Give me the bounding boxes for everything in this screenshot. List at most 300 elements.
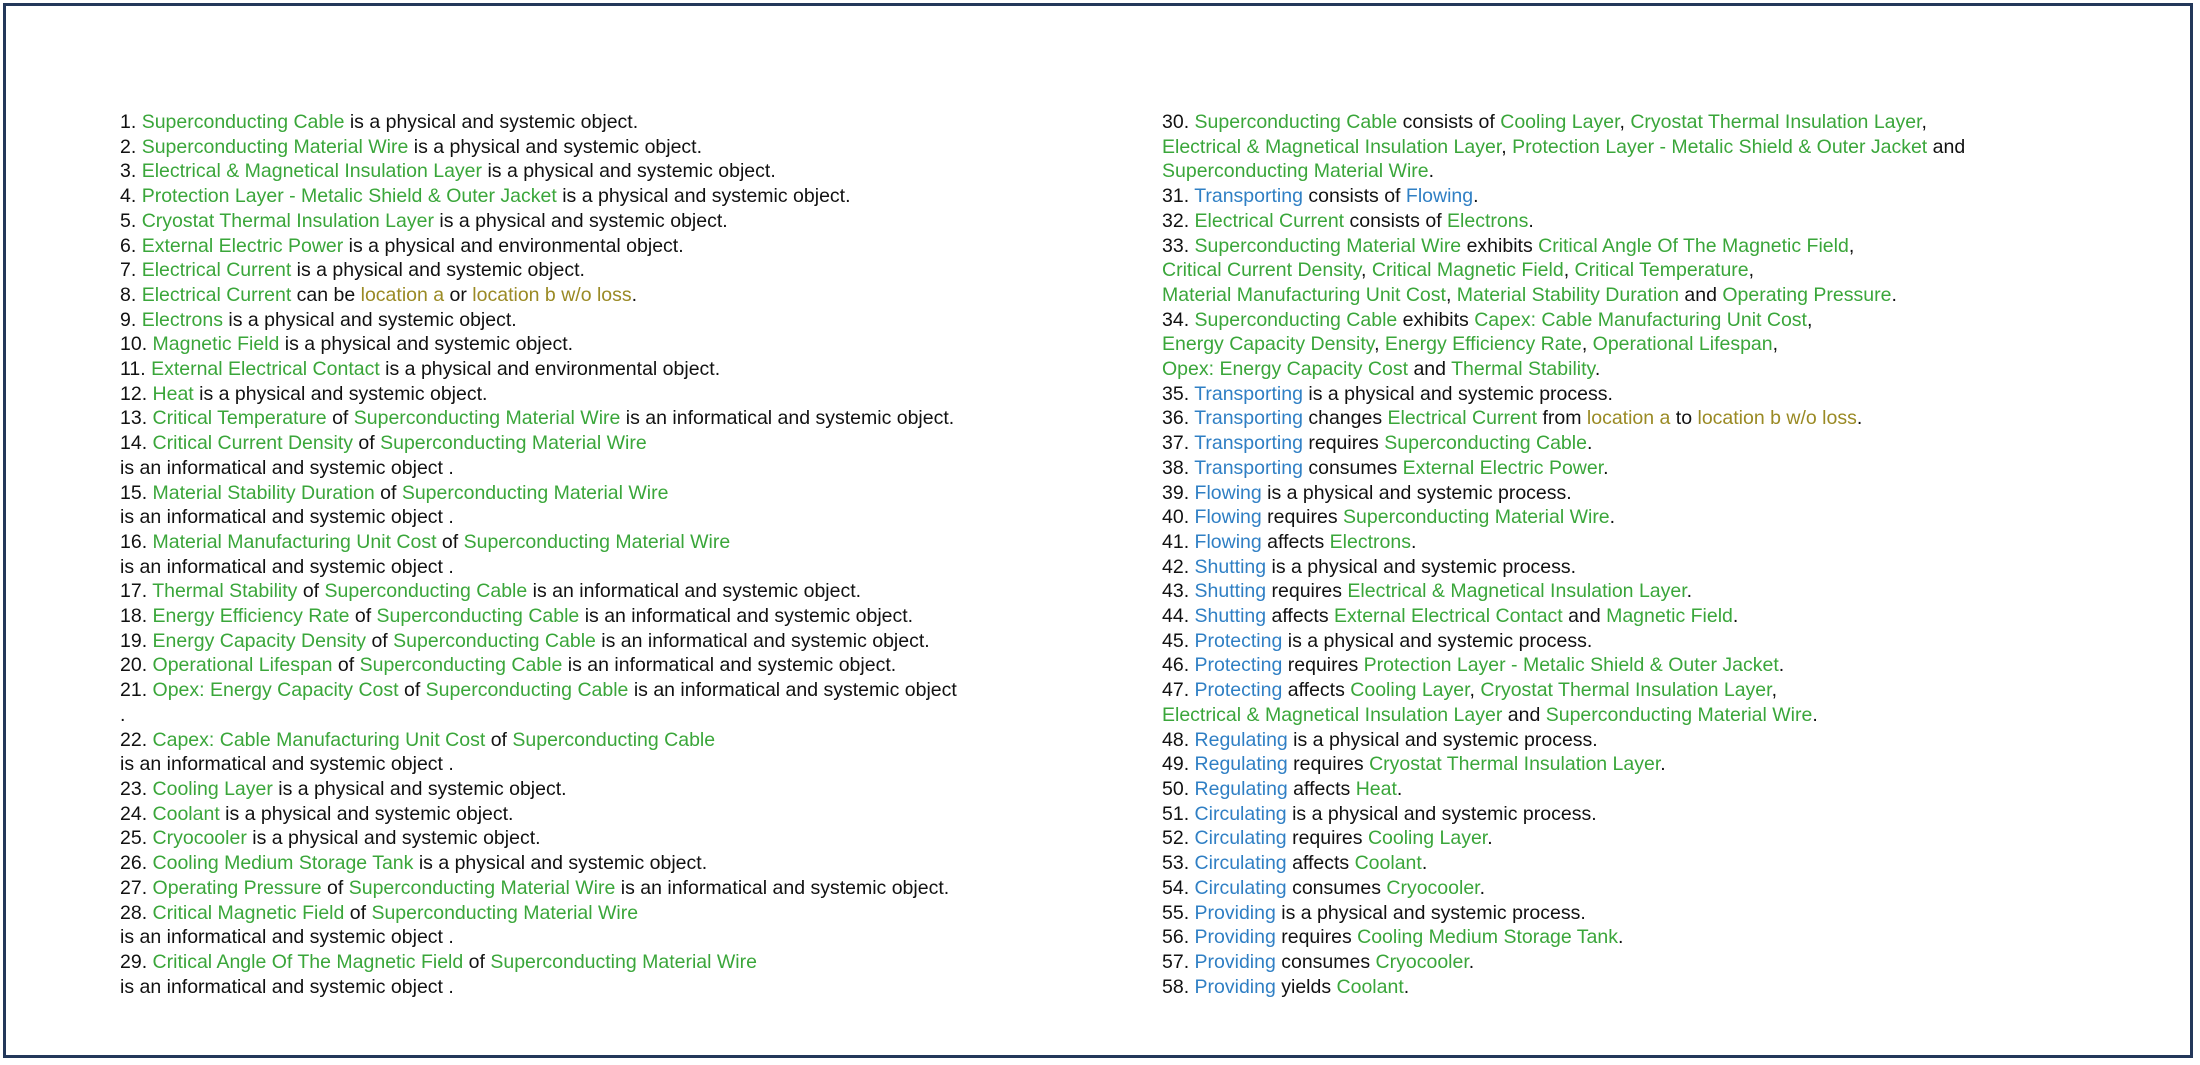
sentence-text: , [1445,283,1457,306]
sentence-text: . [1528,209,1534,232]
sentence-text: consumes [1275,950,1376,973]
sentence-text: requires [1266,580,1348,603]
object-term: Cryostat Thermal Insulation Layer [1369,753,1661,776]
sentence-text: is a physical and systemic process. [1275,901,1586,924]
sentence-text: , [1374,333,1385,356]
opl-sentence-line [1162,851,2152,876]
sentence-text: , [1748,259,1755,282]
sentence-text: , [1501,135,1513,158]
sentence-text: consumes [1302,456,1403,479]
opl-sentence-line [120,431,1070,456]
object-term: Superconducting Material Wire [348,876,616,899]
object-term: Energy Efficiency Rate [1384,333,1582,356]
sentence-text: . [120,703,126,726]
object-term: Superconducting Cable [324,580,528,603]
sentence-number: 44. [1162,605,1195,628]
object-term: Cryostat Thermal Insulation Layer [141,209,434,232]
process-term: Transporting [1194,382,1303,405]
sentence-text: to [1670,407,1698,430]
sentence-text: is an informatical and systemic object . [120,506,454,529]
sentence-number: 54. [1162,876,1195,899]
object-term: Superconducting Material Wire [1545,703,1813,726]
opl-sentence-line [120,406,1070,431]
process-term: Transporting [1194,456,1303,479]
object-term: Coolant [1354,852,1422,875]
sentence-text: , [1563,259,1575,282]
opl-sentence-line [1162,209,2152,234]
opl-sentence-line [1162,382,2152,407]
object-term: Material Stability Duration [152,481,375,504]
process-term: Regulating [1194,728,1288,751]
sentence-number: 6. [120,234,142,257]
object-term: External Electric Power [141,234,344,257]
object-term: Superconducting Cable [1384,432,1587,455]
sentence-number: 36. [1162,407,1195,430]
object-term: External Electrical Contact [1334,605,1563,628]
opl-sentence-line [1162,505,2152,530]
object-term: Superconducting Material Wire [490,950,757,973]
sentence-number: 17. [120,580,153,603]
opl-sentence-line [1162,629,2152,654]
opl-sentence-line [1162,777,2152,802]
sentence-number: 9. [120,308,142,331]
object-term: External Electrical Contact [151,358,380,381]
object-term: Material Manufacturing Unit Cost [1162,283,1446,306]
process-term: Shutting [1194,580,1267,603]
object-term: Critical Angle Of The Magnetic Field [152,950,464,973]
process-term: Flowing [1194,530,1262,553]
object-term: Superconducting Cable [1194,308,1398,331]
opl-sentence-line [120,382,1070,407]
object-term: Critical Magnetic Field [1371,259,1564,282]
object-term: Cooling Layer [1500,111,1620,133]
sentence-text: . [1778,654,1785,677]
opl-sentence-line [120,555,1070,580]
process-term: Protecting [1194,679,1283,702]
opl-sentence-line [1162,110,2152,135]
sentence-text: . [631,283,638,306]
sentence-text: . [1473,185,1479,208]
process-term: Transporting [1194,185,1303,208]
opl-sentence-line [120,505,1070,530]
document-frame [3,3,2193,1058]
object-term: Opex: Energy Capacity Cost [152,679,399,702]
opl-sentence-line [120,703,1070,728]
object-term: Superconducting Material Wire [401,481,669,504]
opl-sentence-line [120,283,1070,308]
opl-sentence-line [120,332,1070,357]
object-term: Protection Layer - Metalic Shield & Outer Jacket [1363,654,1779,677]
sentence-number: 18. [120,605,153,628]
sentence-text: is a physical and systemic object. [291,259,585,282]
sentence-number: 26. [120,852,153,875]
sentence-number: 32. [1162,209,1195,232]
object-term: Energy Efficiency Rate [152,605,350,628]
sentence-text: of [326,407,354,430]
sentence-text: , [1771,679,1777,702]
sentence-text: affects [1286,852,1355,875]
sentence-text: , [1921,111,1927,133]
process-term: Shutting [1194,605,1267,628]
sentence-text: . [1421,852,1428,875]
sentence-text: is a physical and systemic process. [1286,802,1597,825]
opl-sentence-line [1162,802,2152,827]
sentence-number: 8. [120,283,142,306]
sentence-text: . [1603,456,1609,479]
object-term: Electrical & Magnetical Insulation Layer [1162,135,1502,158]
sentence-text: . [1479,876,1486,899]
sentence-text: is an informatical and systemic object . [120,926,454,949]
sentence-text: is a physical and systemic object. [279,333,574,356]
sentence-text: of [436,530,464,553]
opl-sentence-line [120,357,1070,382]
object-term: Critical Angle Of The Magnetic Field [1538,234,1849,257]
opl-sentence-line [1162,283,2152,308]
object-term: Operating Pressure [152,876,322,899]
object-term: Critical Temperature [1574,259,1749,282]
sentence-text: is an informatical and systemic object . [120,753,454,776]
process-term: Regulating [1194,777,1288,800]
opl-sentence-line [1162,308,2152,333]
opl-sentence-line [120,777,1070,802]
sentence-number: 56. [1162,926,1195,949]
sentence-number: 29. [120,950,153,973]
object-term: Cryostat Thermal Insulation Layer [1630,111,1922,133]
object-term: Electrons [1329,530,1411,553]
sentence-text: , [1469,679,1481,702]
process-term: Circulating [1194,852,1287,875]
object-term: Cryocooler [1386,876,1480,899]
opl-sentence-line [1162,530,2152,555]
object-term: Operating Pressure [1722,283,1892,306]
opl-sentence-line [1162,703,2152,728]
sentence-text: . [1410,530,1417,553]
opl-sentence-line [1162,159,2152,184]
object-term: Protection Layer - Metalic Shield & Outer Jacket [141,185,557,208]
object-term: Superconducting Material Wire [353,407,621,430]
sentence-text: is a physical and systemic object. [556,185,851,208]
sentence-text: or [444,283,473,306]
process-term: Providing [1194,926,1276,949]
sentence-text: is a physical and systemic process. [1287,728,1598,751]
sentence-text: requires [1261,506,1344,529]
opl-sentence-line [1162,604,2152,629]
sentence-text: is a physical and systemic object. [246,827,541,850]
opl-sentence-line [120,901,1070,926]
sentence-text: is a physical and systemic object. [408,135,703,158]
object-term: Coolant [152,802,220,825]
sentence-number: 12. [120,382,153,405]
opl-sentence-line [1162,752,2152,777]
sentence-text: consists of [1302,185,1406,208]
opl-sentence-line [120,456,1070,481]
sentence-number: 4. [120,185,142,208]
object-term: Opex: Energy Capacity Cost [1162,358,1409,381]
object-term: Superconducting Material Wire [463,530,731,553]
opl-sentence-line [120,579,1070,604]
sentence-text: of [366,629,394,652]
sentence-number: 34. [1162,308,1195,331]
sentence-number: 13. [120,407,153,430]
object-term: Superconducting Cable [425,679,629,702]
opl-sentence-line [1162,357,2152,382]
sentence-text: and [1678,283,1723,306]
opl-sentence-line [120,826,1070,851]
sentence-text: consists of [1344,209,1448,232]
object-term: Electrical Current [141,283,292,306]
object-term: Superconducting Material Wire [1162,160,1429,183]
opl-sentence-line [1162,234,2152,259]
sentence-text: requires [1282,654,1364,677]
sentence-text: is an informatical and systemic object. [562,654,897,677]
object-term: Critical Current Density [152,432,353,455]
sentence-text: . [1660,753,1666,776]
sentence-number: 27. [120,876,153,899]
sentence-text: is a physical and environmental object. [379,358,721,381]
sentence-number: 19. [120,629,153,652]
object-term: Protection Layer - Metalic Shield & Outer Jacket [1512,135,1928,158]
process-term: Flowing [1405,185,1474,208]
sentence-number: 5. [120,209,142,232]
object-term: Superconducting Cable [141,111,345,133]
object-term: External Electric Power [1402,456,1604,479]
opl-sentence-line [1162,579,2152,604]
state-term: location b w/o loss [1697,407,1857,430]
sentence-number: 3. [120,160,142,183]
sentence-text: . [1487,827,1493,850]
sentence-number: 11. [120,358,152,381]
object-term: Electrons [141,308,223,331]
sentence-number: 53. [1162,852,1195,875]
opl-sentence-line [120,752,1070,777]
sentence-text: is a physical and systemic object. [413,852,708,875]
object-term: Operational Lifespan [152,654,333,677]
sentence-number: 28. [120,901,153,924]
sentence-number: 7. [120,259,142,282]
object-term: Electrical & Magnetical Insulation Layer [1162,703,1503,726]
process-term: Protecting [1194,629,1283,652]
sentence-text: requires [1275,926,1358,949]
sentence-text: is an informatical and systemic object [628,679,957,702]
sentence-text: . [1428,160,1435,183]
sentence-text: is an informatical and systemic object . [120,456,454,479]
opl-sentence-line [1162,653,2152,678]
sentence-number: 22. [120,728,153,751]
opl-sentence-line [120,604,1070,629]
state-term: location a [360,283,445,306]
sentence-text: from [1537,407,1587,430]
sentence-number: 33. [1162,234,1195,257]
sentence-text: , [1848,234,1855,257]
sentence-text: . [1812,703,1818,726]
opl-sentence-line [1162,876,2152,901]
sentence-text: consumes [1286,876,1387,899]
sentence-number: 50. [1162,777,1195,800]
sentence-text: exhibits [1461,234,1539,257]
sentence-text: . [1891,283,1897,306]
opl-sentence-line [120,308,1070,333]
sentence-text: is an informatical and systemic object. [620,407,955,430]
opl-sentence-line [120,110,1070,135]
object-term: Electrical Current [141,259,292,282]
opl-sentence-line [1162,925,2152,950]
process-term: Circulating [1194,827,1287,850]
sentence-text: is an informatical and systemic object. [615,876,950,899]
sentence-number: 46. [1162,654,1195,677]
opl-sentence-line [1162,332,2152,357]
opl-sentence-line [120,629,1070,654]
process-term: Transporting [1194,432,1303,455]
opl-sentence-line [1162,431,2152,456]
process-term: Transporting [1194,407,1303,430]
sentence-text: affects [1282,679,1351,702]
sentence-number: 37. [1162,432,1195,455]
sentence-text: , [1361,259,1372,282]
object-term: Cryocooler [152,827,247,850]
opl-sentence-line [1162,901,2152,926]
object-term: Superconducting Cable [376,605,580,628]
process-term: Flowing [1194,506,1262,529]
sentence-text: is a physical and systemic process. [1266,555,1577,578]
opl-sentence-line [1162,135,2152,160]
sentence-number: 52. [1162,827,1195,850]
sentence-number: 38. [1162,456,1195,479]
opl-sentence-line [1162,406,2152,431]
state-term: location b w/o loss [472,283,632,306]
object-term: Superconducting Material Wire [380,432,647,455]
sentence-number: 51. [1162,802,1195,825]
opl-sentence-line [120,234,1070,259]
sentence-number: 2. [120,135,142,158]
sentence-text: . [1856,407,1863,430]
sentence-text: . [1618,926,1624,949]
object-term: Critical Temperature [152,407,327,430]
state-term: location a [1586,407,1671,430]
object-term: Thermal Stability [152,580,298,603]
sentence-text: , [1581,333,1593,356]
sentence-text: of [463,950,491,973]
sentence-number: 48. [1162,728,1195,751]
sentence-number: 35. [1162,382,1195,405]
process-term: Shutting [1194,555,1267,578]
object-term: Critical Magnetic Field [152,901,345,924]
opl-sentence-line [120,159,1070,184]
object-term: Cooling Medium Storage Tank [1357,926,1618,949]
sentence-text: of [398,679,426,702]
sentence-number: 21. [120,679,153,702]
opl-sentence-line [120,258,1070,283]
sentence-text: . [1468,950,1475,973]
sentence-text: . [1586,432,1593,455]
opl-right-column [1162,110,2152,999]
object-term: Material Stability Duration [1456,283,1679,306]
sentence-text: requires [1287,753,1370,776]
opl-sentence-line [1162,481,2152,506]
object-term: Energy Capacity Density [1162,333,1375,356]
sentence-text: of [332,654,360,677]
object-term: Cryocooler [1375,950,1469,973]
opl-sentence-line [1162,258,2152,283]
sentence-number: 42. [1162,555,1195,578]
sentence-number: 49. [1162,753,1195,776]
object-term: Material Manufacturing Unit Cost [152,530,437,553]
object-term: Magnetic Field [152,333,280,356]
sentence-text: of [344,901,372,924]
object-term: Electrical Current [1194,209,1345,232]
object-term: Capex: Cable Manufacturing Unit Cost [152,728,486,751]
opl-sentence-line [120,653,1070,678]
object-term: Magnetic Field [1606,605,1733,628]
opl-sentence-line [120,728,1070,753]
sentence-number: 31. [1162,185,1195,208]
opl-sentence-line [120,209,1070,234]
object-term: Thermal Stability [1451,358,1595,381]
sentence-text: of [485,728,513,751]
object-term: Heat [1355,777,1397,800]
opl-sentence-line [1162,826,2152,851]
sentence-text: . [1732,605,1739,628]
sentence-text: , [1806,308,1813,331]
sentence-text: is a physical and systemic process. [1302,382,1613,405]
sentence-text: is a physical and systemic process. [1261,481,1572,504]
opl-sentence-line [1162,678,2152,703]
sentence-text: . [1609,506,1616,529]
sentence-number: 24. [120,802,153,825]
sentence-number: 23. [120,777,153,800]
process-term: Circulating [1194,802,1287,825]
sentence-text: affects [1266,605,1335,628]
object-term: Coolant [1336,975,1404,998]
sentence-text: is an informatical and systemic object . [120,975,454,998]
opl-sentence-line [120,678,1070,703]
object-term: Cooling Layer [152,777,273,800]
object-term: Energy Capacity Density [152,629,367,652]
sentence-text: , [1772,333,1779,356]
opl-sentence-line [120,950,1070,975]
opl-sentence-line [1162,728,2152,753]
opl-sentence-line [1162,950,2152,975]
object-term: Cooling Layer [1367,827,1488,850]
opl-sentence-line [1162,975,2152,1000]
opl-sentence-line [1162,555,2152,580]
sentence-text: is a physical and systemic object. [222,308,517,331]
process-term: Providing [1194,950,1276,973]
sentence-text: is an informatical and systemic object . [120,555,454,578]
object-term: Superconducting Material Wire [1194,234,1462,257]
object-term: Electrical & Magnetical Insulation Layer [1347,580,1687,603]
object-term: Cryostat Thermal Insulation Layer [1480,679,1772,702]
sentence-number: 47. [1162,679,1195,702]
sentence-text: . [1594,358,1601,381]
sentence-text: affects [1261,530,1330,553]
object-term: Operational Lifespan [1592,333,1773,356]
process-term: Protecting [1194,654,1283,677]
sentence-number: 55. [1162,901,1195,924]
object-term: Superconducting Cable [359,654,563,677]
opl-sentence-line [120,802,1070,827]
sentence-text: yields [1275,975,1337,998]
sentence-text: changes [1302,407,1388,430]
object-term: Superconducting Cable [393,629,596,652]
object-term: Superconducting Cable [512,728,716,751]
sentence-number: 20. [120,654,153,677]
sentence-number: 30. [1162,111,1195,133]
sentence-number: 41. [1162,530,1195,553]
object-term: Capex: Cable Manufacturing Unit Cost [1474,308,1807,331]
sentence-text: and [1927,135,1966,158]
object-term: Cooling Medium Storage Tank [152,852,414,875]
sentence-text: is an informatical and systemic object. [527,580,862,603]
